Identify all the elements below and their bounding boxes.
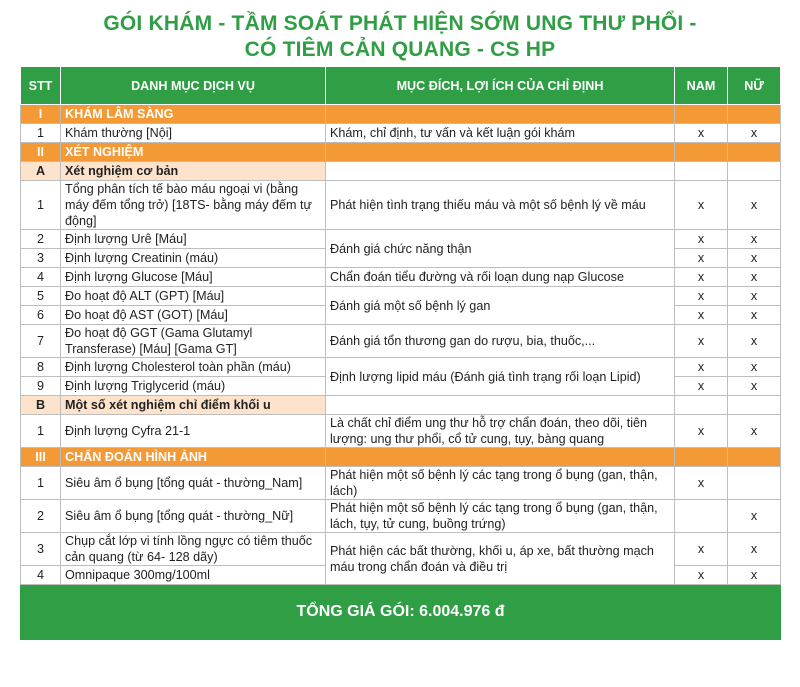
row-service: Định lượng Cholesterol toàn phần (máu) <box>61 358 326 377</box>
table-row <box>21 268 781 287</box>
row-male-mark: x <box>675 287 728 306</box>
row-female-mark <box>728 467 781 500</box>
section-label: CHẨN ĐOÁN HÌNH ẢNH <box>61 448 326 467</box>
row-purpose: Là chất chỉ điểm ung thư hỗ trợ chẩn đoán, theo dõi, tiên lượng: ung thư phổi, cổ tử cung, tụy, bàng quang <box>326 415 675 448</box>
table-row <box>21 415 781 448</box>
page-title-line-1: GÓI KHÁM - TẦM SOÁT PHÁT HIỆN SỚM UNG THƯ PHỔI - <box>103 12 697 35</box>
row-male-mark: x <box>675 306 728 325</box>
row-female-mark: x <box>728 377 781 396</box>
table-row <box>21 325 781 358</box>
table-row <box>21 358 781 377</box>
subsection-row <box>21 396 781 415</box>
header-stt: STT <box>21 67 61 105</box>
total-row <box>21 585 781 640</box>
row-stt: 1 <box>21 467 61 500</box>
table-row <box>21 181 781 230</box>
row-service: Khám thường [Nội] <box>61 124 326 143</box>
row-stt: 9 <box>21 377 61 396</box>
row-stt: 3 <box>21 249 61 268</box>
row-stt: 4 <box>21 268 61 287</box>
row-service: Tổng phân tích tế bào máu ngoại vi (bằng máy đếm tổng trở) [18TS- bằng máy đếm tự động] <box>61 181 326 230</box>
header-male: NAM <box>675 67 728 105</box>
section-label: KHÁM LÂM SÀNG <box>61 105 326 124</box>
header-purpose: MỤC ĐÍCH, LỢI ÍCH CỦA CHỈ ĐỊNH <box>326 67 675 105</box>
page-title-line-2: CÓ TIÊM CẢN QUANG - CS HP <box>244 38 556 61</box>
row-purpose: Phát hiện các bất thường, khối u, áp xe, bất thường mạch máu trong chẩn đoán và điều trị <box>326 533 675 585</box>
section-stt: I <box>21 105 61 124</box>
row-female-mark: x <box>728 230 781 249</box>
row-stt: 1 <box>21 181 61 230</box>
table-row <box>21 533 781 566</box>
row-male-mark: x <box>675 467 728 500</box>
row-service: Đo hoạt độ AST (GOT) [Máu] <box>61 306 326 325</box>
section-row <box>21 448 781 467</box>
row-service: Đo hoạt độ GGT (Gama Glutamyl Transferase) [Máu] [Gama GT] <box>61 325 326 358</box>
section-stt: III <box>21 448 61 467</box>
row-purpose: Đánh giá một số bệnh lý gan <box>326 287 675 325</box>
row-male-mark: x <box>675 124 728 143</box>
row-male-mark: x <box>675 415 728 448</box>
table-row <box>21 467 781 500</box>
row-female-mark: x <box>728 124 781 143</box>
table-row <box>21 287 781 306</box>
subsection-label: Một số xét nghiệm chỉ điểm khối u <box>61 396 326 415</box>
row-service: Siêu âm ổ bụng [tổng quát - thường_Nữ] <box>61 500 326 533</box>
row-female-mark: x <box>728 268 781 287</box>
row-service: Omnipaque 300mg/100ml <box>61 566 326 585</box>
row-female-mark: x <box>728 306 781 325</box>
row-purpose: Đánh giá tổn thương gan do rượu, bia, thuốc,... <box>326 325 675 358</box>
section-row <box>21 105 781 124</box>
row-service: Định lượng Glucose [Máu] <box>61 268 326 287</box>
row-stt: 6 <box>21 306 61 325</box>
row-service: Định lượng Urê [Máu] <box>61 230 326 249</box>
row-female-mark: x <box>728 249 781 268</box>
row-purpose: Chẩn đoán tiểu đường và rối loạn dung nạp Glucose <box>326 268 675 287</box>
subsection-stt: B <box>21 396 61 415</box>
table-row <box>21 230 781 249</box>
row-male-mark: x <box>675 181 728 230</box>
section-label: XÉT NGHIỆM <box>61 143 326 162</box>
row-male-mark: x <box>675 358 728 377</box>
row-service: Chụp cắt lớp vi tính lồng ngực có tiêm thuốc cản quang (từ 64- 128 dãy) <box>61 533 326 566</box>
row-stt: 1 <box>21 415 61 448</box>
row-purpose: Khám, chỉ định, tư vấn và kết luận gói khám <box>326 124 675 143</box>
row-service: Định lượng Triglycerid (máu) <box>61 377 326 396</box>
row-male-mark: x <box>675 566 728 585</box>
service-table <box>20 66 781 640</box>
row-female-mark: x <box>728 566 781 585</box>
table-header-row <box>21 67 781 105</box>
header-service: DANH MỤC DỊCH VỤ <box>61 67 326 105</box>
table-row <box>21 500 781 533</box>
row-stt: 5 <box>21 287 61 306</box>
row-purpose: Đánh giá chức năng thận <box>326 230 675 268</box>
total-price: TỔNG GIÁ GÓI: 6.004.976 đ <box>21 585 781 640</box>
row-male-mark: x <box>675 377 728 396</box>
row-stt: 3 <box>21 533 61 566</box>
row-female-mark: x <box>728 533 781 566</box>
subsection-label: Xét nghiệm cơ bản <box>61 162 326 181</box>
row-purpose: Phát hiện tình trạng thiếu máu và một số bệnh lý về máu <box>326 181 675 230</box>
subsection-row <box>21 162 781 181</box>
row-female-mark: x <box>728 181 781 230</box>
section-stt: II <box>21 143 61 162</box>
row-female-mark: x <box>728 325 781 358</box>
row-stt: 1 <box>21 124 61 143</box>
row-stt: 4 <box>21 566 61 585</box>
row-male-mark <box>675 500 728 533</box>
row-male-mark: x <box>675 249 728 268</box>
row-purpose: Phát hiện một số bệnh lý các tạng trong ổ bụng (gan, thận, lách, tụy, tử cung, buồng trứng) <box>326 500 675 533</box>
row-purpose: Định lượng lipid máu (Đánh giá tình trạng rối loạn Lipid) <box>326 358 675 396</box>
row-service: Định lượng Cyfra 21-1 <box>61 415 326 448</box>
row-stt: 8 <box>21 358 61 377</box>
row-female-mark: x <box>728 500 781 533</box>
row-purpose: Phát hiện một số bệnh lý các tạng trong ổ bụng (gan, thận, lách) <box>326 467 675 500</box>
row-male-mark: x <box>675 268 728 287</box>
section-row <box>21 143 781 162</box>
row-stt: 7 <box>21 325 61 358</box>
row-stt: 2 <box>21 500 61 533</box>
row-female-mark: x <box>728 358 781 377</box>
row-female-mark: x <box>728 287 781 306</box>
row-service: Đo hoạt độ ALT (GPT) [Máu] <box>61 287 326 306</box>
row-male-mark: x <box>675 325 728 358</box>
row-male-mark: x <box>675 230 728 249</box>
row-service: Định lượng Creatinin (máu) <box>61 249 326 268</box>
row-stt: 2 <box>21 230 61 249</box>
row-female-mark: x <box>728 415 781 448</box>
row-service: Siêu âm ổ bụng [tổng quát - thường_Nam] <box>61 467 326 500</box>
row-male-mark: x <box>675 533 728 566</box>
table-row <box>21 124 781 143</box>
subsection-stt: A <box>21 162 61 181</box>
header-female: NỮ <box>728 67 781 105</box>
